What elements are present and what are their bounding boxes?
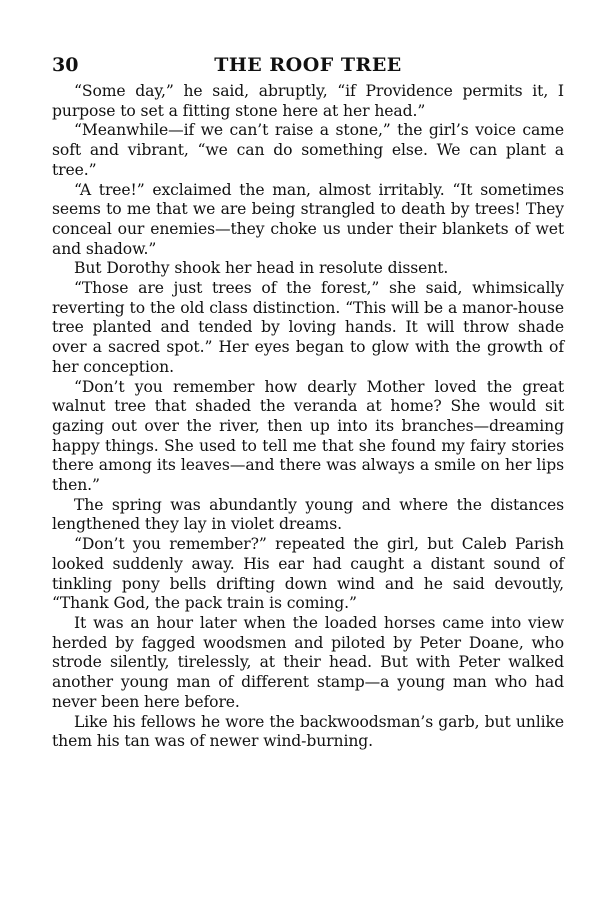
paragraph: “Don’t you remember?” repeated the girl, but Caleb Parish looked suddenly away. His ear had caught a distant sound of tinkling pony bells drifting down wind and he said devoutly, “Thank God, the pack train is coming.”	[52, 535, 564, 613]
book-title: THE ROOF TREE	[214, 54, 402, 76]
paragraph: “Some day,” he said, abruptly, “if Providence permits it, I purpose to set a fitting stone here at her head.”	[52, 82, 564, 120]
body-text	[52, 82, 564, 752]
page-number: 30	[52, 54, 79, 76]
paragraph: The spring was abundantly young and where the distances lengthened they lay in violet dreams.	[52, 495, 564, 534]
running-head	[52, 54, 564, 78]
book-page	[52, 54, 564, 752]
paragraph: It was an hour later when the loaded horses came into view herded by fagged woodsmen and piloted by Peter Doane, who strode silently, tirelessly, at their head. But with Peter walked another young man of different stamp—a young man who had never been here before.	[52, 613, 564, 711]
paragraph: “Don’t you remember how dearly Mother loved the great walnut tree that shaded the veranda at home? She would sit gazing out over the river, then up into its branches—dreaming happy things. She used to tell me that she found my fairy stories there among its leaves—and there was always a smile on her lips then.”	[52, 377, 564, 495]
paragraph: “Those are just trees of the forest,” she said, whimsically reverting to the old class distinction. “This will be a manor-house tree planted and tended by loving hands. It will throw shade over a sacred spot.” Her eyes began to glow with the growth of her conception.	[52, 279, 564, 376]
paragraph: But Dorothy shook her head in resolute dissent.	[74, 259, 449, 278]
paragraph: Like his fellows he wore the backwoodsman’s garb, but unlike them his tan was of newer wind-burning.	[52, 712, 564, 751]
paragraph: “Meanwhile—if we can’t raise a stone,” the girl’s voice came soft and vibrant, “we can do something else. We can plant a tree.”	[52, 121, 564, 179]
paragraph: “A tree!” exclaimed the man, almost irritably. “It sometimes seems to me that we are being strangled to death by trees! They conceal our enemies—they choke us under their blankets of wet and shadow.”	[52, 180, 564, 258]
